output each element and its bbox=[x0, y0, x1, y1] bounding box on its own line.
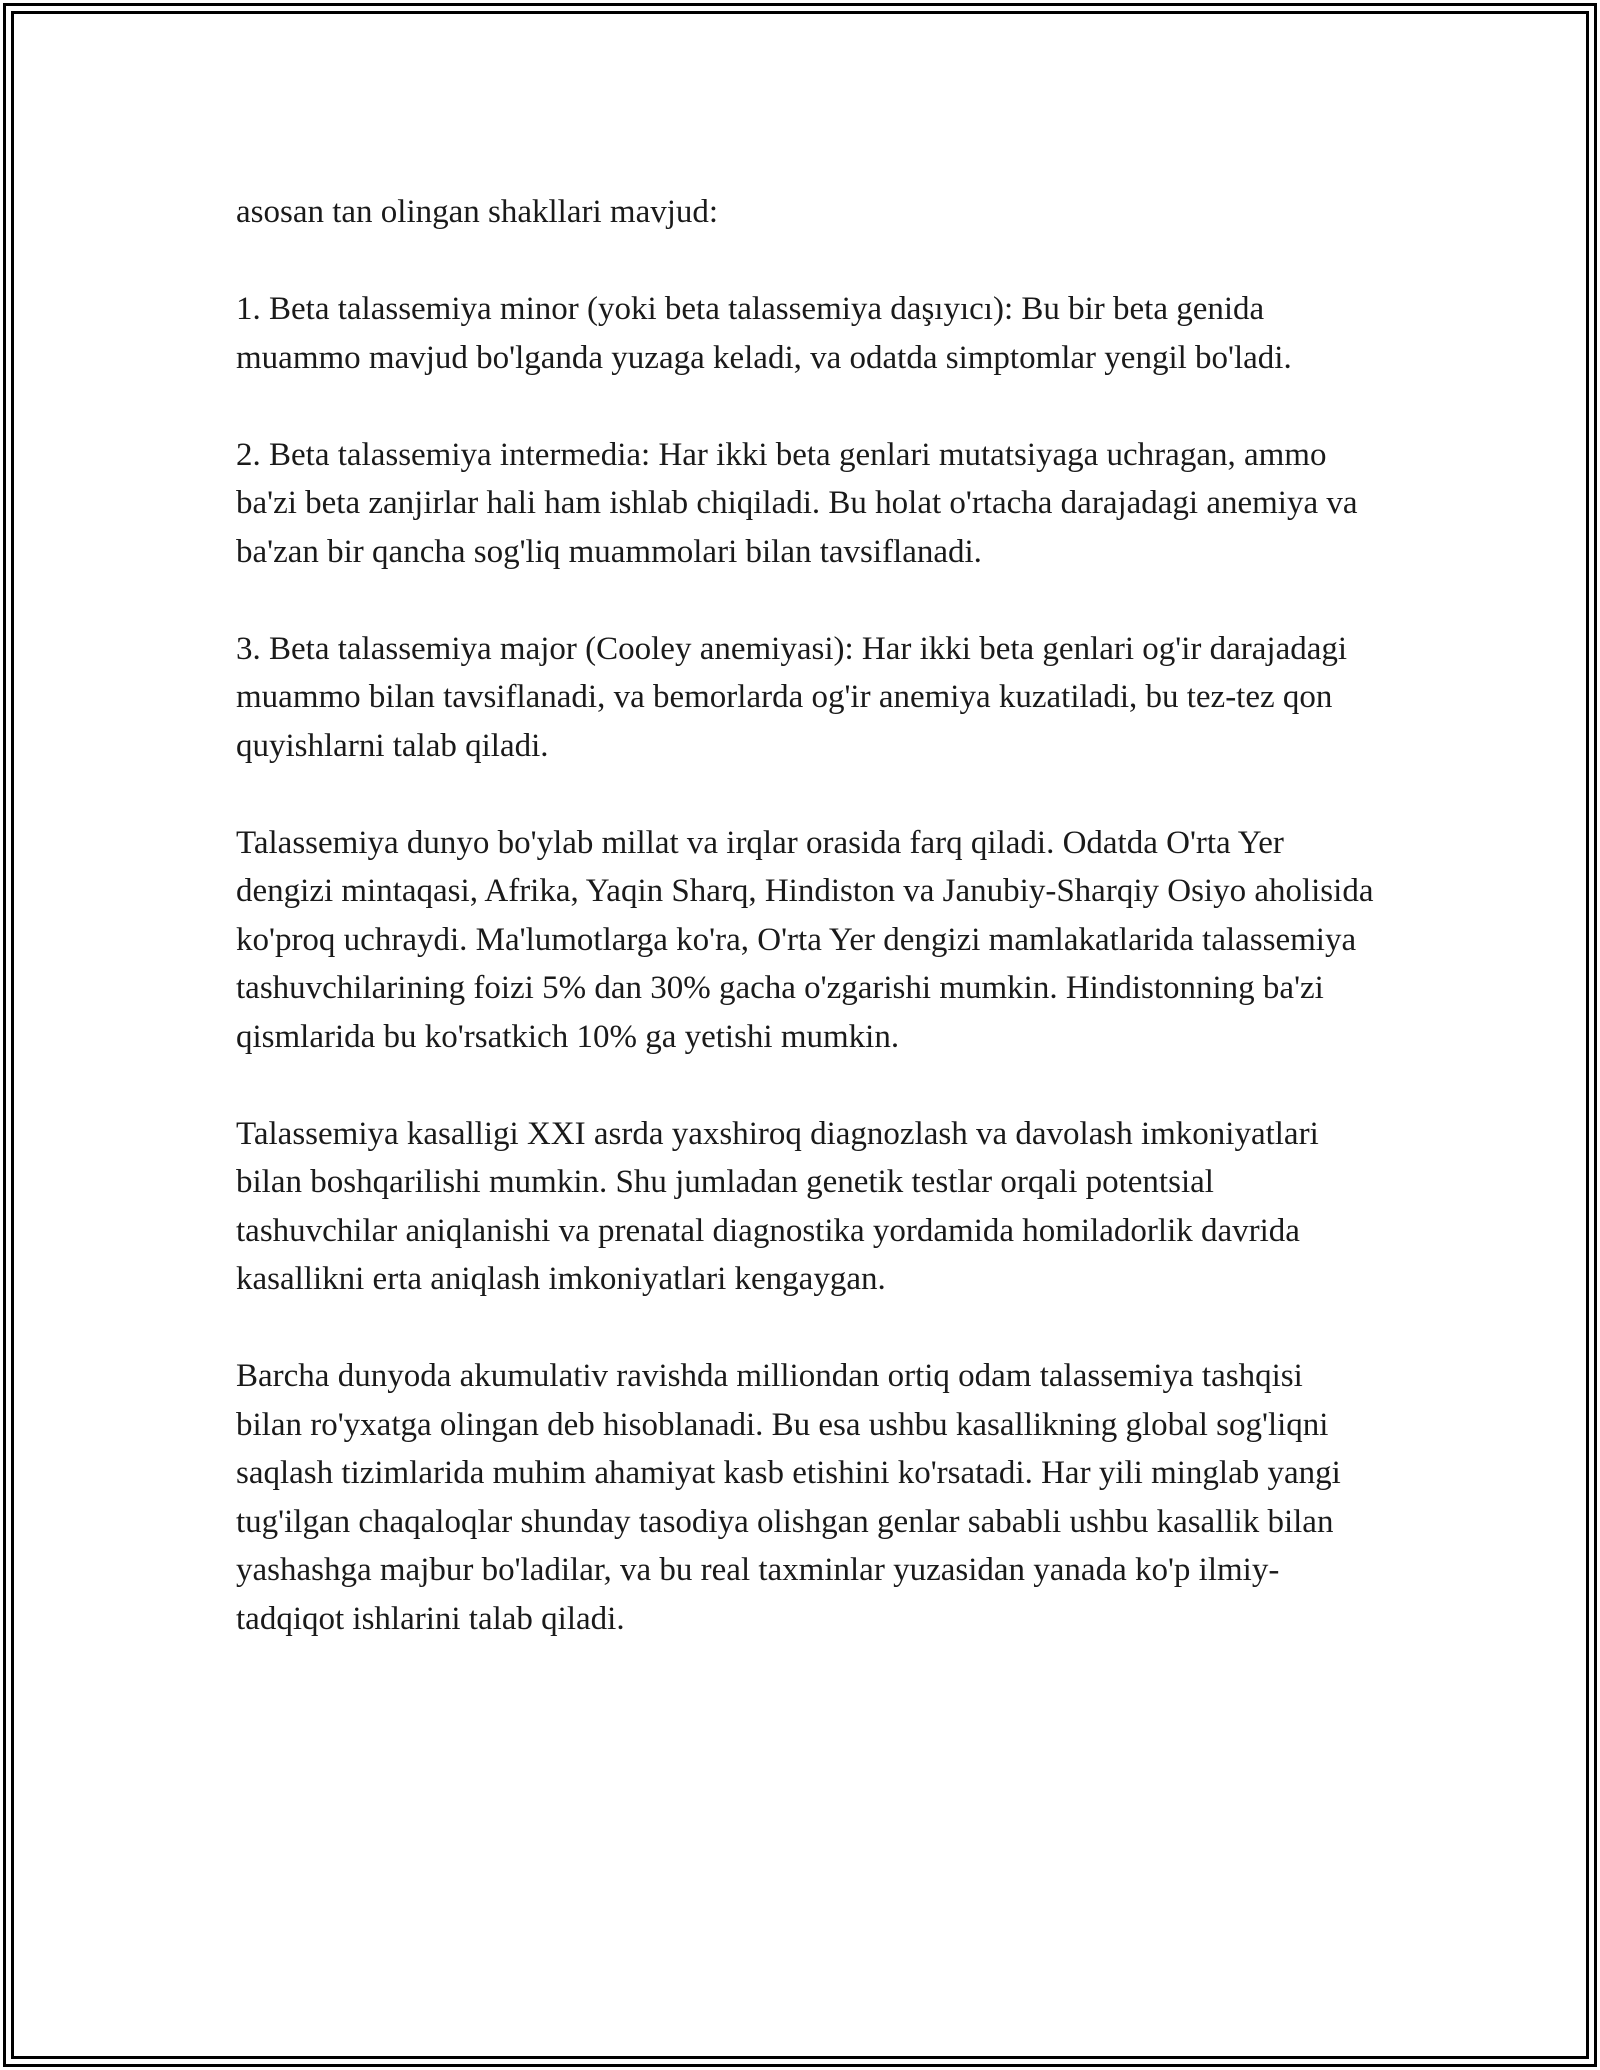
paragraph-prevalence: Talassemiya dunyo bo'ylab millat va irqlar orasida farq qiladi. Odatda O'rta Yer dengizi mintaqasi, Afrika, Yaqin Sharq, Hindiston va Janubiy-Sharqiy Osiyo aholisida ko'proq uchraydi. Ma'lumotlarga ko'ra, O'rta Yer dengizi mamlakatlarida talassemiya tashuvchilarining foizi 5% dan 30% gacha o'zgarishi mumkin. Hindistonning ba'zi qismlarida bu ko'rsatkich 10% ga yetishi mumkin. bbox=[236, 824, 1374, 1055]
paragraph-beta-major: 3. Beta talassemiya major (Cooley anemiyasi): Har ikki beta genlari og'ir darajadagi muammo bilan tavsiflanadi, va bemorlarda og'ir anemiya kuzatiladi, bu tez-tez qon quyishlarni talab qiladi. bbox=[236, 630, 1348, 764]
paragraph-intro: asosan tan olingan shakllari mavjud: bbox=[236, 194, 719, 230]
paragraph-beta-minor: 1. Beta talassemiya minor (yoki beta talassemiya daşıyıcı): Bu bir beta genida muammo mavjud bo'lganda yuzaga keladi, va odatda simptomlar yengil bo'ladi. bbox=[236, 291, 1292, 376]
paragraph-diagnosis: Talassemiya kasalligi XXI asrda yaxshiroq diagnozlash va davolash imkoniyatlari bilan boshqarilishi mumkin. Shu jumladan genetik testlar orqali potentsial tashuvchilar aniqlanishi va prenatal diagnostika yordamida homiladorlik davrida kasallikni erta aniqlash imkoniyatlari kengaygan. bbox=[236, 1115, 1319, 1297]
paragraph-beta-intermedia: 2. Beta talassemiya intermedia: Har ikki beta genlari mutatsiyaga uchragan, ammo ba'zi beta zanjirlar hali ham ishlab chiqiladi. Bu holat o'rtacha darajadagi anemiya va ba'zan bir qancha sog'liq muammolari bilan tavsiflanadi. bbox=[236, 436, 1358, 570]
document-body bbox=[236, 188, 1376, 1692]
paragraph-global-impact: Barcha dunyoda akumulativ ravishda milliondan ortiq odam talassemiya tashqisi bilan ro'yxatga olingan deb hisoblanadi. Bu esa ushbu kasallikning global sog'liqni saqlash tizimlarida muhim ahamiyat kasb etishini ko'rsatadi. Har yili minglab yangi tug'ilgan chaqaloqlar shunday tasodiya olishgan genlar sababli ushbu kasallik bilan yashashga majbur bo'ladilar, va bu real taxminlar yuzasidan yanada ko'p ilmiy-tadqiqot ishlarini talab qiladi. bbox=[236, 1358, 1341, 1637]
